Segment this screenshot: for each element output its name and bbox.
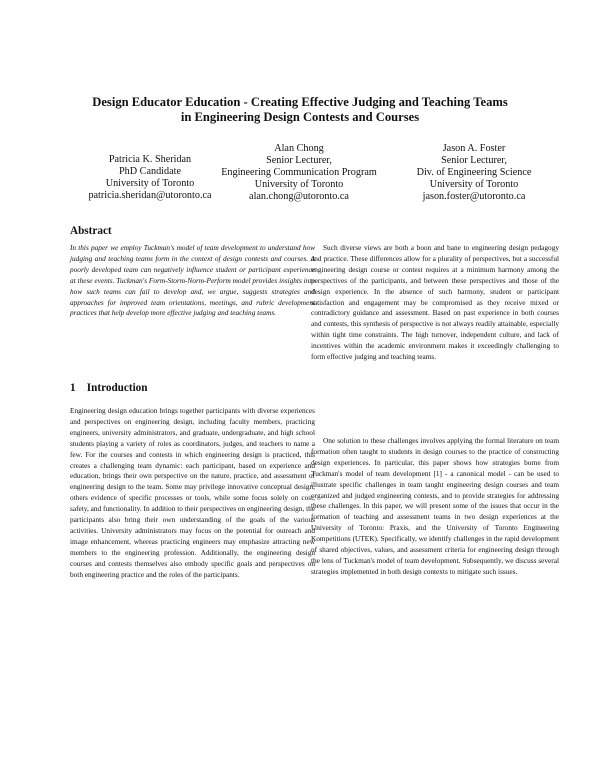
author-role: Senior Lecturer,	[266, 155, 332, 166]
title-line-1: Design Educator Education - Creating Effective Judging and Teaching Teams	[92, 95, 508, 109]
paper-title	[40, 95, 560, 125]
introduction-section	[70, 406, 315, 581]
author-block-3	[376, 143, 572, 203]
author-role: PhD Candidate	[119, 166, 181, 177]
introduction-heading: 1 Introduction	[70, 382, 148, 394]
author-dept: Engineering Communication Program	[221, 167, 377, 178]
author-org: University of Toronto	[254, 179, 344, 190]
right-column-paragraph-1	[311, 243, 559, 363]
body-paragraph: Such diverse views are both a boon and bane to engineering design pedagogy and practice. These differences allow for a plurality of perspectives, but a successful engineering design course or contest requires at a minimum harmony among the perspectives of the participants, and between these perspectives and those of the design experience. In the absence of such harmony, student or participant satisfaction and engagement may be compromised as they receive mixed or contradictory guidance and assessment. Based on past experience in both courses and contests, this synthesis of perspective is not always readily attainable, especially within tight time constraints. The high turnover, independent culture, and lack of incentives within the academic environment makes it exceedingly challenging to form effective judging and teaching teams.	[311, 243, 559, 362]
author-role: Senior Lecturer,	[441, 155, 507, 166]
introduction-paragraph: Engineering design education brings together participants with diverse experiences and perspectives on engineering design, including faculty members, practicing engineers, university administrators, and graduate, undergraduate, and high school students playing a variety of roles as coordinators, judges, and teachers to name a few. For the courses and contests in which engineering design is practiced, this creates a challenging team dynamic: each participant, based on experience and education, brings their own perspective on the nature, practice, and assessment of engineering design to the team. Some may privilege innovative conceptual design, others evidence of specific processes or tools, while some focus solely on cost, safety, and functionality. In addition to their perspectives on engineering design, the participants also bring their own understanding of the goals of the various activities. University administrators may focus on the potential for outreach and image enhancement, whereas practicing engineers may emphasize attracting new members to the engineering profession. Additionally, the engineering design courses and contests themselves also embody specific goals and perspectives on both engineering practice and the roles of the participants.	[70, 406, 315, 579]
author-org: University of Toronto	[429, 179, 519, 190]
abstract-heading: Abstract	[70, 225, 112, 237]
author-email: alan.chong@utoronto.ca	[249, 191, 349, 202]
author-name: Jason A. Foster	[442, 143, 506, 154]
body-paragraph: One solution to these challenges involves applying the formal literature on team formation often taught to students in design courses to the practice of constructing design experiences. In particular, this paper shows how strategies borne from Tuckman's model of team development [1] - a canonical model - can be used to illustrate specific challenges in team taught engineering design courses and team organized and judged engineering contests, and to provide strategies for addressing these challenges. In this paper, we will present some of the issues that occur in the formation of teaching and assessment teams in two design experiences at the University of Toronto: Praxis, and the University of Toronto Engineering Kompetitions (UTEK). Specifically, we identify challenges in the rapid development of shared objectives, values, and assessment criteria for engineering design through the lens of Tuckman's model of team development. Subsequently, we discuss several strategies implemented in both design contexts to mitigate such issues.	[311, 436, 559, 576]
author-email: patricia.sheridan@utoronto.ca	[88, 190, 212, 201]
author-block-2	[206, 143, 392, 203]
abstract-section	[70, 224, 315, 327]
author-org: University of Toronto	[105, 178, 195, 189]
author-name: Alan Chong	[274, 143, 324, 154]
author-name: Patricia K. Sheridan	[108, 154, 192, 165]
author-email: jason.foster@utoronto.ca	[422, 191, 526, 202]
title-line-2: in Engineering Design Contests and Courses	[180, 110, 420, 124]
abstract-text: In this paper we employ Tuckman's model of team development to understand how judging and teaching teams form in the context of design contests and courses. A poorly developed team can negatively influence student or participant experience at these events. Tuckman's Form-Storm-Norm-Perform model provides insights into how such teams can fail to develop and, we argue, suggests strategies and approaches for improved team orientations, meetings, and rubric development practices that help develop more effective judging and teaching teams.	[70, 243, 315, 318]
author-dept: Div. of Engineering Science	[416, 167, 532, 178]
right-column-paragraph-2	[311, 436, 559, 578]
